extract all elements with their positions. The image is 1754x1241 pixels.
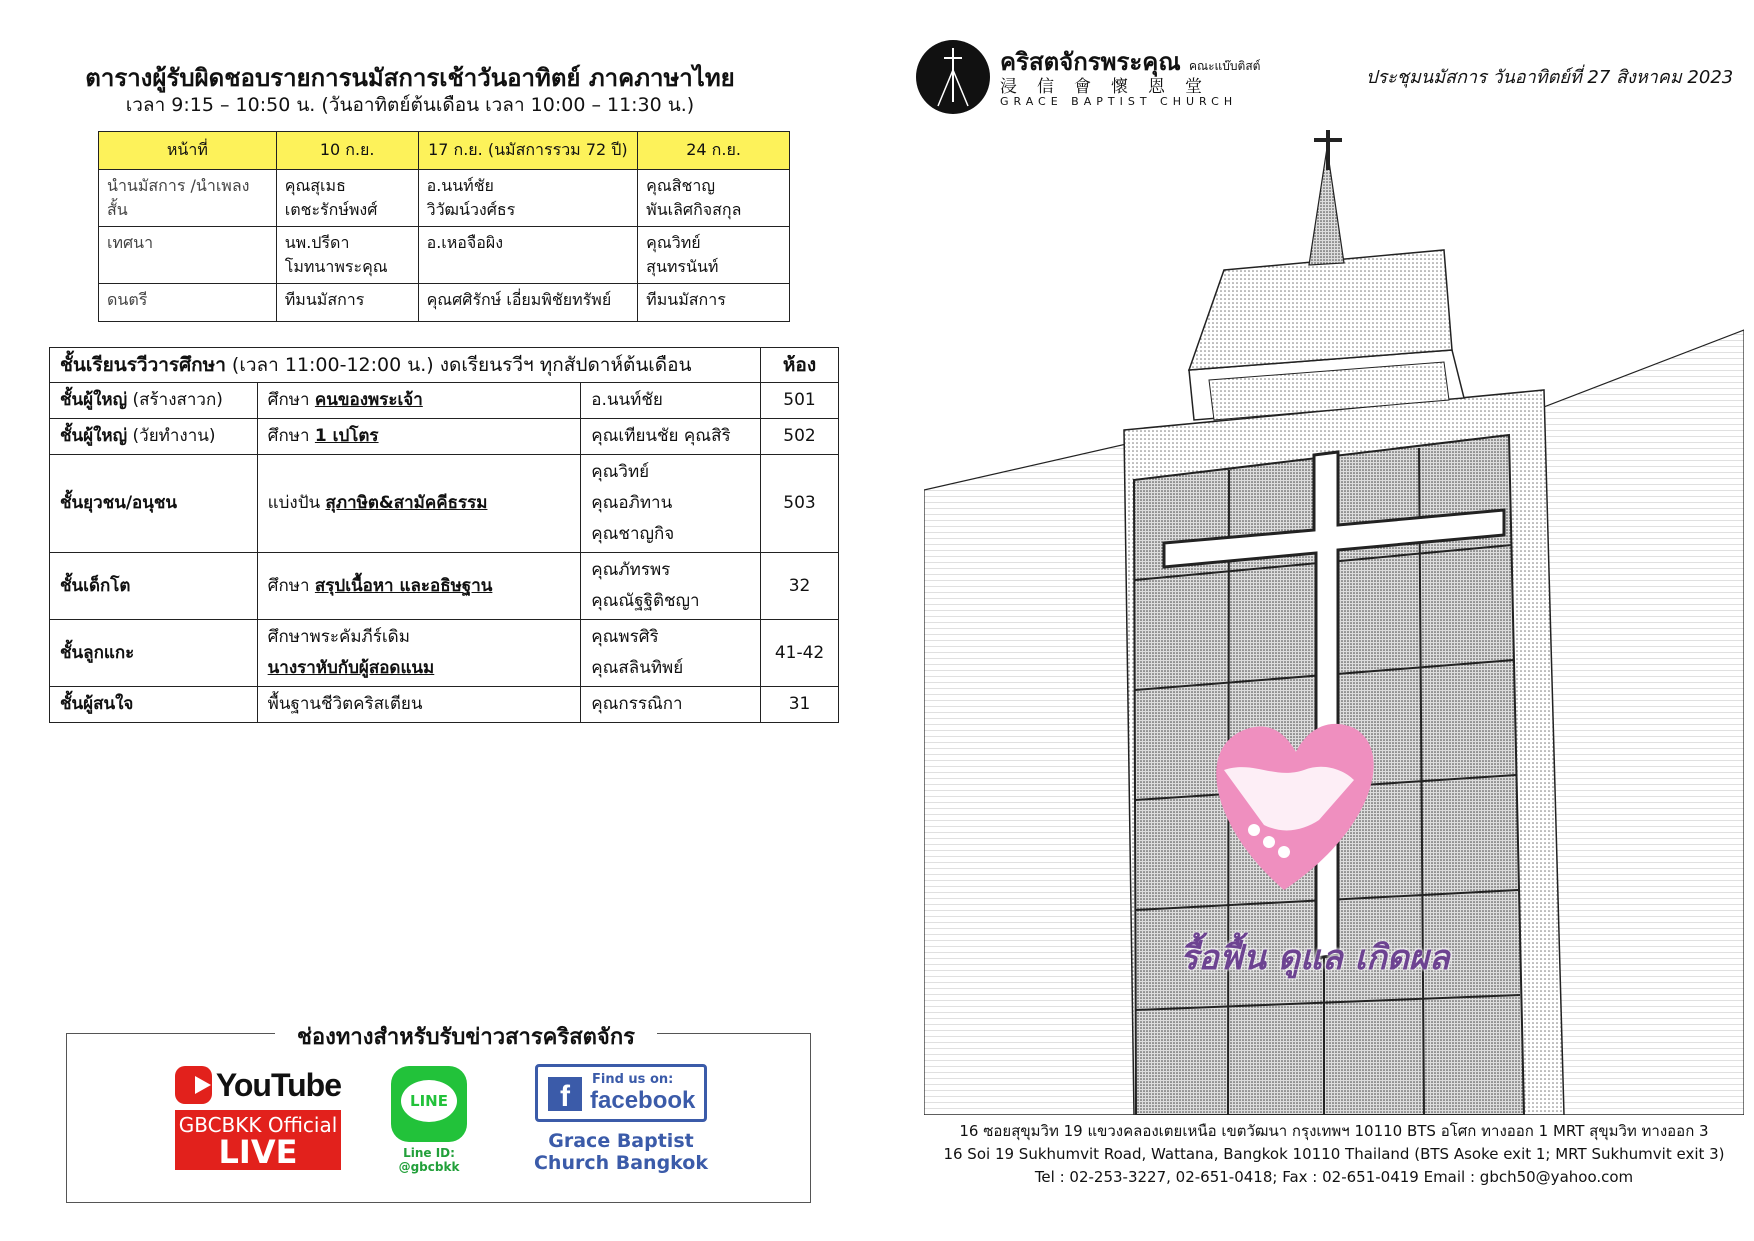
duty-role: เทศนา	[99, 227, 277, 284]
sunday-school-table	[49, 347, 839, 723]
class-row	[50, 620, 839, 687]
church-logo-icon	[916, 40, 990, 114]
class-room: 503	[761, 455, 839, 553]
class-teachers: คุณพรศิริ คุณสลินทิพย์	[581, 620, 761, 687]
class-teachers: คุณกรรณิกา	[581, 687, 761, 723]
duty-role: ดนตรี	[99, 284, 277, 322]
duty-row	[99, 170, 790, 227]
class-topic: พื้นฐานชีวิตคริสเตียน	[257, 687, 581, 723]
class-topic: ศึกษา 1 เปโตร	[257, 419, 581, 455]
class-name: ชั้นเด็กโต	[50, 553, 258, 620]
class-topic: ศึกษา สรุปเนื้อหา และอธิษฐาน	[257, 553, 581, 620]
church-name-thai: คริสตจักรพระคุณ คณะแบ๊บติสต์	[1000, 48, 1261, 76]
duty-cell: นพ.ปรีดา โมทนาพระคุณ	[276, 227, 418, 284]
duty-cell: อ.เหอจือผิง	[418, 227, 638, 284]
class-row	[50, 687, 839, 723]
news-channels-box	[66, 1025, 811, 1203]
duty-cell: คุณศศิรักษ์ เอี่ยมพิชัยทรัพย์	[418, 284, 638, 322]
class-teachers: อ.นนท์ชัย	[581, 383, 761, 419]
youtube-badge[interactable]	[175, 1064, 341, 1170]
duty-cell: คุณวิทย์ สุนทรนันท์	[638, 227, 790, 284]
youtube-live-label: GBCBKK Official LIVE	[175, 1110, 341, 1170]
class-topic: ศึกษาพระคัมภีร์เดิม นางราหับกับผู้สอดแนม	[257, 620, 581, 687]
address-english: 16 Soi 19 Sukhumvit Road, Wattana, Bangkok 10110 Thailand (BTS Asoke exit 1; MRT Sukhumvit exit 3)	[943, 1145, 1725, 1163]
facebook-find-label: Find us on:	[592, 1072, 674, 1087]
class-row	[50, 553, 839, 620]
duty-header-role: หน้าที่	[99, 132, 277, 170]
duty-role: นำนมัสการ /นำเพลงสั้น	[99, 170, 277, 227]
class-teachers: คุณภัทรพร คุณณัฐฐิติชญา	[581, 553, 761, 620]
duty-cell: ทีมนมัสการ	[638, 284, 790, 322]
service-date: ประชุมนมัสการ วันอาทิตย์ที่ 27 สิงหาคม 2023	[1366, 67, 1734, 88]
facebook-badge[interactable]	[535, 1064, 707, 1122]
duty-header-date: 10 ก.ย.	[276, 132, 418, 170]
class-room: 501	[761, 383, 839, 419]
class-room: 502	[761, 419, 839, 455]
class-name: ชั้นยุวชน/อนุชน	[50, 455, 258, 553]
duty-table	[98, 131, 790, 322]
duty-cell: คุณสิชาญ พันเลิศกิจสกุล	[638, 170, 790, 227]
class-room: 31	[761, 687, 839, 723]
class-teachers: คุณวิทย์ คุณอภิทาน คุณชาญกิจ	[581, 455, 761, 553]
class-name: ชั้นผู้ใหญ่ (สร้างสาวก)	[50, 383, 258, 419]
class-topic: แบ่งปัน สุภาษิต&สามัคคีธรรม	[257, 455, 581, 553]
class-name: ชั้นผู้ใหญ่ (วัยทำงาน)	[50, 419, 258, 455]
address-thai: 16 ซอยสุขุมวิท 19 แขวงคลองเตยเหนือ เขตวัฒนา กรุงเทพฯ 10110 BTS อโศก ทางออก 1 MRT สุขุมวิท ทางออก 3	[959, 1122, 1709, 1140]
duty-cell: คุณสุเมธ เตชะรักษ์พงศ์	[276, 170, 418, 227]
class-row	[50, 383, 839, 419]
classes-room-header: ห้อง	[761, 348, 839, 383]
class-name: ชั้นผู้สนใจ	[50, 687, 258, 723]
duty-header-date: 17 ก.ย. (นมัสการรวม 72 ปี)	[418, 132, 638, 170]
facebook-icon: f	[548, 1077, 582, 1111]
church-slogan: รื้อฟื้น ดูแล เกิดผล	[1180, 938, 1450, 978]
church-name-chinese: 浸信會懷恩堂	[1000, 77, 1222, 97]
church-name-english: GRACE BAPTIST CHURCH	[1000, 95, 1238, 108]
class-room: 32	[761, 553, 839, 620]
class-topic: ศึกษา คนของพระเจ้า	[257, 383, 581, 419]
facebook-page-name: Grace Baptist Church Bangkok	[533, 1130, 708, 1174]
duty-cell: ทีมนมัสการ	[276, 284, 418, 322]
youtube-play-icon	[175, 1066, 212, 1104]
classes-header: ชั้นเรียนรวีวารศึกษา (เวลา 11:00-12:00 น.) งดเรียนรวีฯ ทุกสัปดาห์ต้นเดือน	[50, 348, 761, 383]
schedule-title: ตารางผู้รับผิดชอบรายการนมัสการเช้าวันอาทิตย์ ภาคภาษาไทย	[85, 64, 735, 92]
duty-header-date: 24 ก.ย.	[638, 132, 790, 170]
class-row	[50, 419, 839, 455]
class-name: ชั้นลูกแกะ	[50, 620, 258, 687]
youtube-wordmark: YouTube	[215, 1066, 341, 1103]
class-teachers: คุณเทียนชัย คุณสิริ	[581, 419, 761, 455]
schedule-subtitle: เวลา 9:15 – 10:50 น. (วันอาทิตย์ต้นเดือน เวลา 10:00 – 11:30 น.)	[125, 94, 695, 116]
contact-info: Tel : 02-253-3227, 02-651-0418; Fax : 02-651-0419 Email : gbch50@yahoo.com	[1034, 1168, 1634, 1186]
facebook-wordmark: facebook	[590, 1087, 696, 1114]
duty-row	[99, 227, 790, 284]
duty-row	[99, 284, 790, 322]
class-row	[50, 455, 839, 553]
line-bubble-icon: LINE	[401, 1080, 457, 1122]
news-title: ช่องทางสำหรับรับข่าวสารคริสตจักร	[275, 1019, 657, 1054]
duty-cell: อ.นนท์ชัย วิวัฒน์วงศ์ธร	[418, 170, 638, 227]
line-id: Line ID: @gbcbkk	[398, 1146, 460, 1174]
church-address	[924, 1120, 1744, 1189]
line-icon[interactable]	[391, 1066, 467, 1142]
class-room: 41-42	[761, 620, 839, 687]
